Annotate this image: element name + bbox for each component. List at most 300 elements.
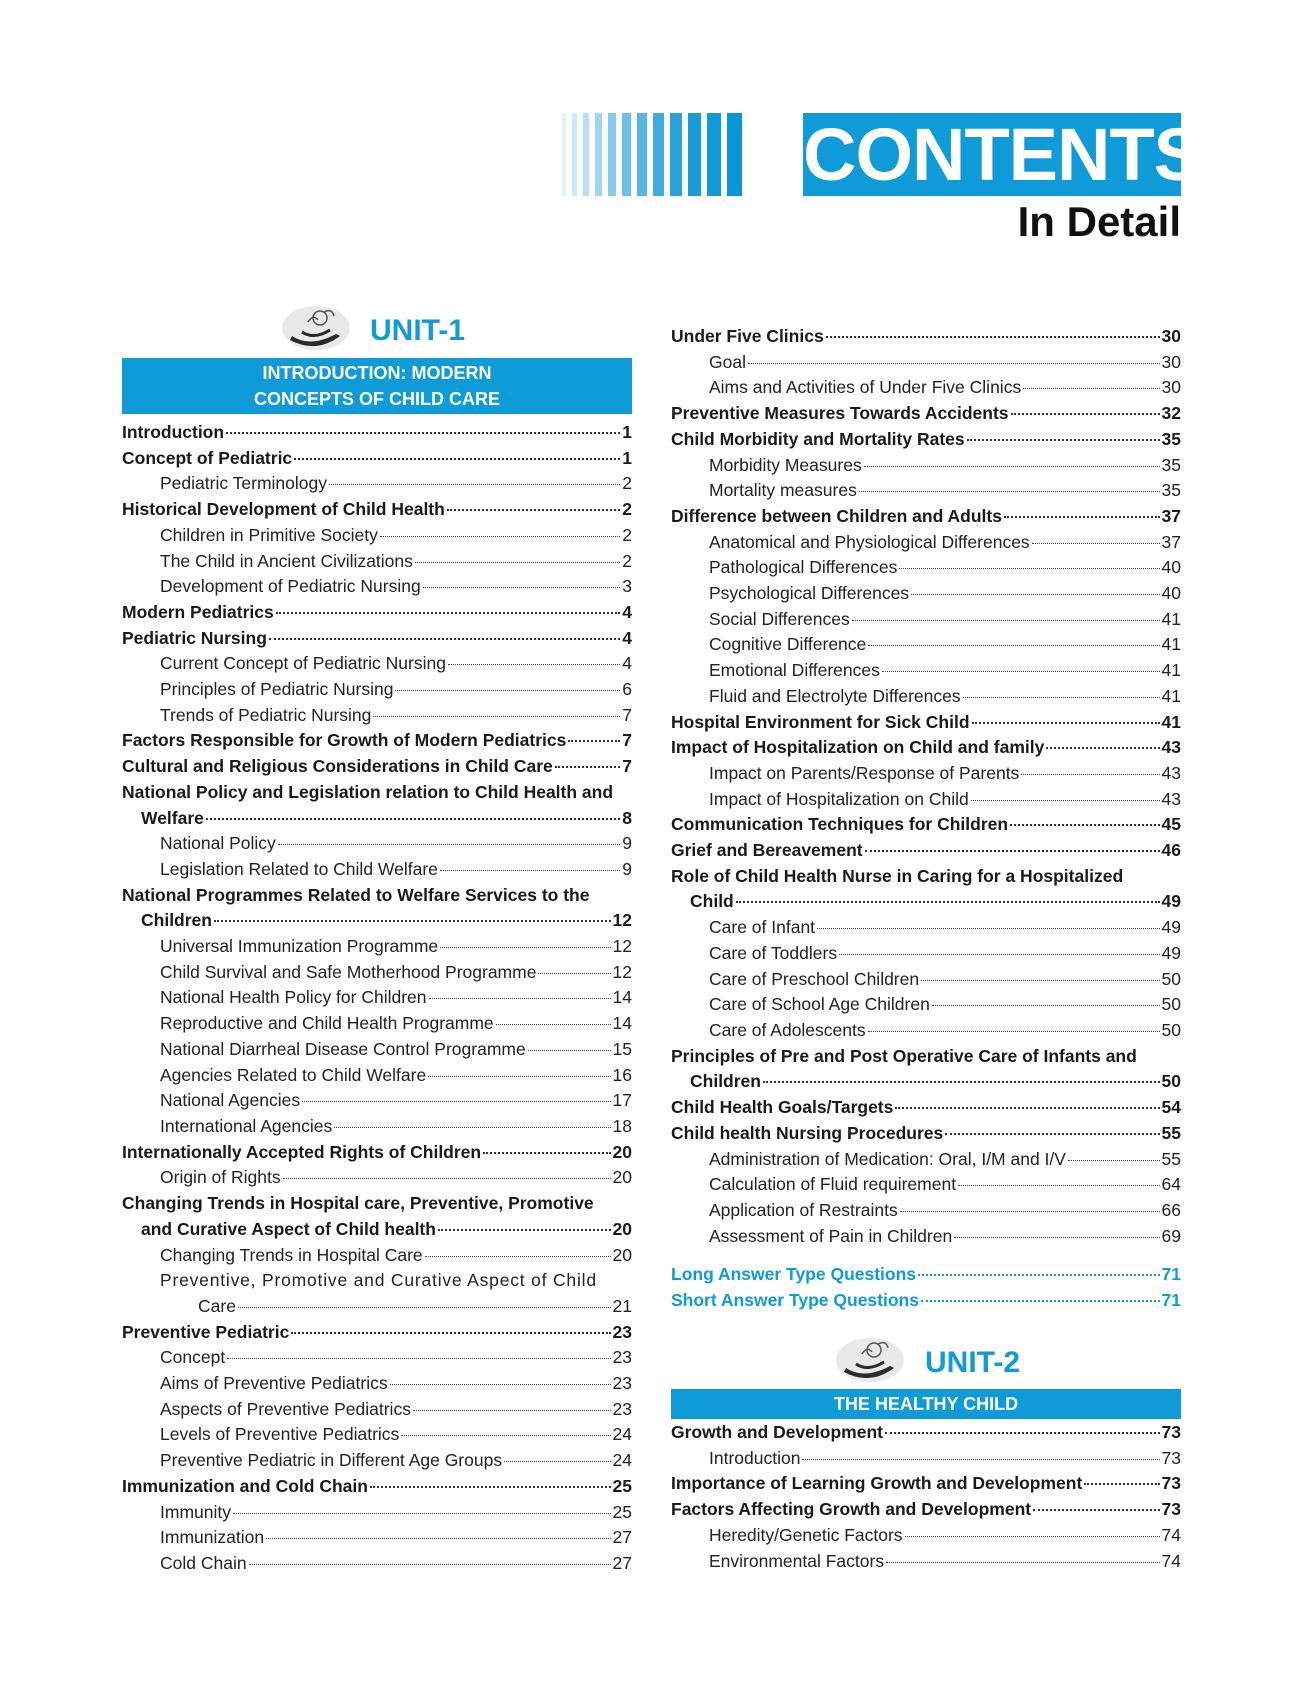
toc-page-number: 2 — [622, 524, 632, 545]
toc-entry-title: Child Health Goals/Targets — [671, 1097, 894, 1118]
toc-entry-row — [160, 1011, 632, 1037]
toc-dot-leader — [206, 818, 620, 820]
toc-entry[interactable] — [671, 1262, 1181, 1288]
toc-dot-leader — [885, 1432, 1160, 1434]
toc-dot-leader — [899, 568, 1159, 569]
toc-entry-row — [160, 703, 632, 729]
unit-2-banner-line1: THE HEALTHY CHILD — [833, 1394, 1019, 1414]
toc-dot-leader — [958, 1185, 1159, 1186]
toc-entry[interactable] — [122, 523, 632, 549]
toc-entry-row — [709, 992, 1181, 1018]
toc-entry[interactable] — [122, 1037, 632, 1063]
toc-entry-title: Impact on Parents/Response of Parents — [709, 762, 1020, 783]
toc-entry-title: Child Morbidity and Mortality Rates — [671, 428, 965, 449]
toc-entry[interactable] — [122, 985, 632, 1011]
toc-entry-title: Immunity — [160, 1501, 231, 1522]
toc-dot-leader — [249, 1564, 611, 1565]
toc-entry-title: Cold Chain — [160, 1552, 247, 1573]
toc-dot-leader — [496, 1024, 611, 1025]
toc-page-number: 41 — [1161, 685, 1181, 706]
toc-entry[interactable] — [671, 735, 1181, 761]
toc-entry-row — [122, 1320, 632, 1346]
toc-entry[interactable] — [671, 1121, 1181, 1147]
toc-dot-leader — [214, 920, 611, 922]
toc-entry[interactable] — [671, 684, 1181, 710]
toc-dot-leader — [802, 1459, 1159, 1460]
toc-entry[interactable] — [122, 831, 632, 857]
toc-entry[interactable] — [671, 992, 1181, 1018]
toc-page-number: 30 — [1161, 377, 1181, 398]
toc-entry[interactable] — [122, 1243, 632, 1269]
toc-page-number: 71 — [1161, 1264, 1181, 1284]
toc-entry-row — [671, 504, 1181, 530]
toc-entry-title: Environmental Factors — [709, 1550, 885, 1571]
toc-entry[interactable] — [122, 574, 632, 600]
toc-entry[interactable] — [671, 350, 1181, 376]
toc-page-number: 2 — [622, 550, 632, 571]
toc-entry[interactable] — [671, 915, 1181, 941]
toc-entry[interactable] — [671, 1497, 1181, 1523]
toc-entry[interactable] — [122, 1114, 632, 1140]
toc-entry[interactable] — [671, 1018, 1181, 1044]
toc-dot-leader — [401, 1435, 610, 1436]
toc-page-number: 64 — [1161, 1174, 1181, 1195]
toc-entry[interactable] — [122, 934, 632, 960]
toc-dot-leader — [905, 1536, 1160, 1537]
toc-entry-row — [709, 967, 1181, 993]
toc-dot-leader — [448, 664, 620, 665]
toc-entry-title: Immunization and Cold Chain — [122, 1475, 368, 1496]
toc-entry-row — [690, 1069, 1181, 1095]
hands-baby-icon — [834, 1334, 906, 1384]
toc-entry[interactable] — [671, 607, 1181, 633]
toc-entry[interactable] — [122, 703, 632, 729]
toc-dot-leader — [425, 1256, 611, 1257]
toc-page-number: 41 — [1161, 634, 1181, 655]
toc-entry[interactable] — [122, 471, 632, 497]
toc-page-number: 21 — [612, 1295, 632, 1316]
header-stripe — [562, 113, 566, 196]
toc-dot-leader — [864, 466, 1160, 467]
toc-entry-row — [709, 1147, 1181, 1173]
toc-dot-leader — [839, 954, 1159, 955]
toc-entry[interactable] — [122, 1063, 632, 1089]
toc-entry-row — [160, 1165, 632, 1191]
toc-entry-row — [160, 857, 632, 883]
toc-page-number: 55 — [1161, 1148, 1181, 1169]
toc-dot-leader — [1010, 824, 1159, 826]
toc-entry-row — [671, 401, 1181, 427]
toc-entry[interactable] — [671, 1471, 1181, 1497]
toc-entry[interactable] — [671, 375, 1181, 401]
toc-entry-row — [671, 324, 1181, 350]
toc-dot-leader — [447, 509, 620, 511]
toc-entry-row — [160, 471, 632, 497]
toc-entry[interactable] — [122, 677, 632, 703]
toc-entry-row — [671, 838, 1181, 864]
toc-page-number: 49 — [1161, 942, 1181, 963]
toc-entry[interactable] — [122, 780, 632, 831]
toc-entry-title: Agencies Related to Child Welfare — [160, 1064, 427, 1085]
toc-entry[interactable] — [122, 1011, 632, 1037]
toc-entry-row — [160, 960, 632, 986]
toc-dot-leader — [921, 980, 1159, 981]
toc-entry[interactable] — [122, 960, 632, 986]
toc-entry[interactable] — [671, 1095, 1181, 1121]
toc-dot-leader — [1046, 747, 1159, 749]
toc-entry-title: Origin of Rights — [160, 1167, 281, 1188]
toc-page-number: 2 — [622, 499, 632, 520]
toc-entry-row — [160, 677, 632, 703]
toc-page-number: 24 — [612, 1450, 632, 1471]
toc-entry-row — [122, 420, 632, 446]
toc-entry[interactable] — [671, 1044, 1181, 1095]
toc-entry[interactable] — [671, 1446, 1181, 1472]
toc-entry-row — [709, 1549, 1181, 1575]
toc-page-number: 24 — [612, 1424, 632, 1445]
toc-entry[interactable] — [122, 1345, 632, 1371]
toc-entry[interactable] — [671, 1172, 1181, 1198]
toc-entry[interactable] — [122, 1448, 632, 1474]
toc-page-number: 50 — [1161, 1019, 1181, 1040]
toc-page-number: 50 — [1161, 1071, 1181, 1092]
toc-entry[interactable] — [671, 1523, 1181, 1549]
toc-page-number: 23 — [612, 1347, 632, 1368]
toc-page-number: 27 — [612, 1552, 632, 1573]
toc-page-number: 50 — [1161, 994, 1181, 1015]
toc-entry-row — [160, 1114, 632, 1140]
toc-entry[interactable] — [122, 1551, 632, 1577]
toc-entry-row — [198, 1294, 632, 1320]
toc-entry-row — [671, 710, 1181, 736]
toc-entry-title: and Curative Aspect of Child health — [141, 1218, 436, 1239]
toc-page-number: 12 — [612, 936, 632, 957]
toc-entry[interactable] — [122, 728, 632, 754]
toc-entry-continuation — [122, 1217, 632, 1243]
toc-entry-row — [141, 908, 632, 934]
toc-dot-leader — [736, 901, 1160, 903]
toc-page-number: 7 — [622, 730, 632, 751]
toc-entry-title: Reproductive and Child Health Programme — [160, 1013, 494, 1034]
toc-page-number: 45 — [1161, 814, 1181, 835]
toc-entry-row — [709, 1018, 1181, 1044]
toc-page-number: 41 — [1161, 711, 1181, 732]
toc-entry-row — [160, 1422, 632, 1448]
toc-entry-title: Mortality measures — [709, 480, 857, 501]
toc-page-number: 49 — [1161, 917, 1181, 938]
toc-entry-title: Child health Nursing Procedures — [671, 1122, 944, 1143]
toc-page-number: 66 — [1161, 1199, 1181, 1220]
toc-entry-title: Factors Responsible for Growth of Modern Pediatrics — [122, 730, 567, 751]
toc-entry[interactable] — [671, 838, 1181, 864]
toc-entry[interactable] — [122, 1525, 632, 1551]
toc-entry-row — [160, 1345, 632, 1371]
toc-entry[interactable] — [122, 1500, 632, 1526]
toc-dot-leader — [886, 1562, 1159, 1563]
toc-entry[interactable] — [671, 632, 1181, 658]
toc-entry-row — [709, 632, 1181, 658]
toc-entry-row — [122, 728, 632, 754]
toc-entry-title: Preventive Measures Towards Accidents — [671, 403, 1009, 424]
header-stripe — [707, 113, 721, 196]
toc-page-number: 23 — [612, 1373, 632, 1394]
toc-entry[interactable] — [122, 549, 632, 575]
toc-entry-title: National Policy — [160, 833, 276, 854]
toc-entry-row — [671, 1288, 1181, 1314]
toc-entry-title: Cultural and Religious Considerations in Child Care — [122, 756, 553, 777]
toc-entry[interactable] — [671, 812, 1181, 838]
toc-entry-row — [122, 1474, 632, 1500]
toc-entry[interactable] — [122, 857, 632, 883]
toc-page-number: 20 — [612, 1167, 632, 1188]
toc-entry[interactable] — [671, 1198, 1181, 1224]
toc-entry-row — [709, 1224, 1181, 1250]
toc-dot-leader — [238, 1307, 611, 1308]
toc-entry-row — [160, 831, 632, 857]
toc-dot-leader — [971, 800, 1160, 801]
toc-entry-title: Heredity/Genetic Factors — [709, 1524, 903, 1545]
toc-entry-title: Aims and Activities of Under Five Clinics — [709, 377, 1022, 398]
toc-page-number: 1 — [622, 447, 632, 468]
toc-entry[interactable] — [671, 967, 1181, 993]
unit-2-banner — [671, 1389, 1181, 1419]
toc-page-number: 55 — [1161, 1122, 1181, 1143]
toc-dot-leader — [865, 850, 1160, 852]
hands-baby-icon — [280, 302, 352, 352]
toc-entry-title: Communication Techniques for Children — [671, 814, 1009, 835]
toc-entry-title: Current Concept of Pediatric Nursing — [160, 653, 446, 674]
toc-entry[interactable] — [671, 427, 1181, 453]
toc-entry-title: Care of Preschool Children — [709, 968, 920, 989]
toc-page-number: 49 — [1161, 891, 1181, 912]
toc-page-number: 73 — [1161, 1447, 1181, 1468]
toc-entry[interactable] — [671, 401, 1181, 427]
toc-entry[interactable] — [122, 754, 632, 780]
toc-entry[interactable] — [671, 761, 1181, 787]
toc-page-number: 35 — [1161, 428, 1181, 449]
toc-entry[interactable] — [122, 651, 632, 677]
toc-entry[interactable] — [122, 446, 632, 472]
toc-dot-leader — [555, 766, 621, 768]
toc-entry-title: Aims of Preventive Pediatrics — [160, 1373, 388, 1394]
toc-page-number: 16 — [612, 1064, 632, 1085]
toc-entry[interactable] — [671, 504, 1181, 530]
toc-entry-title: Children — [141, 910, 212, 931]
toc-entry-title: Care of Adolescents — [709, 1019, 866, 1040]
toc-dot-leader — [291, 1332, 610, 1334]
toc-dot-leader — [428, 1076, 610, 1077]
toc-entry[interactable] — [671, 658, 1181, 684]
toc-dot-leader — [859, 491, 1160, 492]
toc-entry-title: Care of School Age Children — [709, 994, 930, 1015]
toc-entry[interactable] — [671, 1224, 1181, 1250]
toc-page-number: 41 — [1161, 608, 1181, 629]
toc-page-number: 23 — [612, 1398, 632, 1419]
toc-entry-title: Internationally Accepted Rights of Children — [122, 1141, 482, 1162]
toc-entry[interactable] — [671, 1288, 1181, 1314]
toc-page-number: 25 — [612, 1501, 632, 1522]
toc-page-number: 54 — [1161, 1097, 1181, 1118]
toc-dot-leader — [283, 1178, 611, 1179]
toc-dot-leader — [278, 844, 621, 845]
toc-page-number: 23 — [612, 1321, 632, 1342]
toc-dot-leader — [1023, 388, 1159, 389]
toc-entry-continuation — [671, 1069, 1181, 1095]
toc-entry-row — [160, 934, 632, 960]
toc-entry-continuation — [671, 889, 1181, 915]
toc-entry[interactable] — [122, 626, 632, 652]
toc-entry-row — [160, 1088, 632, 1114]
toc-entry-row — [709, 555, 1181, 581]
toc-dot-leader — [233, 1513, 611, 1514]
toc-page-number: 27 — [612, 1527, 632, 1548]
toc-page-number: 9 — [622, 833, 632, 854]
toc-entry[interactable] — [122, 1474, 632, 1500]
toc-entry-row — [122, 626, 632, 652]
toc-dot-leader — [882, 671, 1160, 672]
toc-entry-title: Concept of Pediatric — [122, 447, 293, 468]
toc-entry[interactable] — [122, 1088, 632, 1114]
toc-entry-row — [709, 530, 1181, 556]
toc-dot-leader — [483, 1152, 610, 1154]
toc-page-number: 17 — [612, 1090, 632, 1111]
toc-entry[interactable] — [122, 1320, 632, 1346]
unit-1-label: UNIT-1 — [370, 314, 466, 347]
toc-page-number: 43 — [1161, 737, 1181, 758]
toc-entry-row — [709, 607, 1181, 633]
toc-page-number: 4 — [622, 601, 632, 622]
toc-entry-row — [671, 735, 1181, 761]
toc-entry[interactable] — [671, 710, 1181, 736]
toc-dot-leader — [504, 1461, 610, 1462]
toc-dot-leader — [748, 363, 1160, 364]
header-stripe — [653, 113, 664, 196]
toc-page-number: 40 — [1161, 557, 1181, 578]
toc-entry-title: Universal Immunization Programme — [160, 936, 439, 957]
toc-entry-title: Pediatric Terminology — [160, 473, 327, 494]
toc-page-number: 40 — [1161, 583, 1181, 604]
toc-entry-title: Importance of Learning Growth and Development — [671, 1473, 1083, 1494]
toc-entry-title: Welfare — [141, 807, 204, 828]
toc-entry-title: National Policy and Legislation relation to Child Health and — [122, 781, 614, 802]
toc-entry[interactable] — [122, 1371, 632, 1397]
toc-dot-leader — [227, 1358, 610, 1359]
toc-dot-leader — [269, 638, 620, 640]
toc-page-number: 12 — [612, 961, 632, 982]
toc-page-number: 30 — [1161, 326, 1181, 346]
unit-1-header — [122, 302, 632, 414]
toc-page-number: 74 — [1161, 1550, 1181, 1571]
toc-page-number: 43 — [1161, 788, 1181, 809]
toc-entry-title: Care of Toddlers — [709, 942, 838, 963]
toc-entry[interactable] — [122, 420, 632, 446]
toc-dot-leader — [826, 336, 1160, 338]
toc-entry-title: Hospital Environment for Sick Child — [671, 711, 970, 732]
toc-page-number: 73 — [1161, 1499, 1181, 1520]
toc-entry[interactable] — [122, 1140, 632, 1166]
toc-entry[interactable] — [671, 787, 1181, 813]
toc-page-number: 35 — [1161, 480, 1181, 501]
header-stripe — [688, 113, 701, 196]
toc-entry-row — [141, 806, 632, 832]
toc-dot-leader — [817, 928, 1159, 929]
toc-dot-leader — [423, 587, 621, 588]
header-stripe — [572, 113, 577, 196]
contents-subtitle: In Detail — [1017, 198, 1181, 245]
toc-entry[interactable] — [671, 555, 1181, 581]
toc-dot-leader — [763, 1081, 1160, 1083]
toc-entry[interactable] — [671, 1420, 1181, 1446]
toc-entry[interactable] — [122, 1191, 632, 1242]
toc-entry-row — [160, 1551, 632, 1577]
toc-entry[interactable] — [671, 1549, 1181, 1575]
toc-entry-title: Changing Trends in Hospital Care — [160, 1244, 423, 1265]
toc-dot-leader — [945, 1133, 1159, 1135]
toc-page-number: 14 — [612, 1013, 632, 1034]
toc-dot-leader — [438, 1229, 611, 1231]
toc-entry[interactable] — [122, 883, 632, 934]
toc-entry-title: Trends of Pediatric Nursing — [160, 704, 372, 725]
toc-entry[interactable] — [122, 497, 632, 523]
toc-page-number: 14 — [612, 987, 632, 1008]
toc-entry-row — [160, 1448, 632, 1474]
toc-page-number: 41 — [1161, 660, 1181, 681]
toc-page-number: 69 — [1161, 1225, 1181, 1246]
toc-entry[interactable] — [122, 1165, 632, 1191]
toc-page-number: 4 — [622, 627, 632, 648]
toc-entry[interactable] — [671, 324, 1181, 350]
header-stripe — [583, 113, 589, 196]
toc-entry-row — [709, 478, 1181, 504]
toc-entry[interactable] — [671, 453, 1181, 479]
toc-entry-row — [671, 427, 1181, 453]
toc-entry-title: Care of Infant — [709, 917, 816, 938]
toc-dot-leader — [868, 645, 1159, 646]
toc-entry-title: Pediatric Nursing — [122, 627, 267, 648]
toc-entry[interactable] — [122, 600, 632, 626]
toc-entry-title: Aspects of Preventive Pediatrics — [160, 1398, 411, 1419]
toc-entry[interactable] — [671, 1147, 1181, 1173]
toc-page-number: 20 — [612, 1218, 632, 1239]
unit-2-label: UNIT-2 — [925, 1346, 1021, 1379]
toc-entry-title: International Agencies — [160, 1115, 333, 1136]
toc-entry[interactable] — [122, 1397, 632, 1423]
toc-dot-leader — [568, 740, 620, 742]
toc-entry-row — [671, 1420, 1181, 1446]
toc-entry[interactable] — [671, 530, 1181, 556]
toc-entry-row — [671, 1471, 1181, 1497]
toc-dot-leader — [380, 536, 620, 537]
toc-entry-title: National Programmes Related to Welfare Services to the — [122, 884, 590, 905]
toc-entry[interactable] — [671, 581, 1181, 607]
toc-entry[interactable] — [671, 864, 1181, 915]
toc-entry-title: Emotional Differences — [709, 660, 880, 681]
toc-entry[interactable] — [671, 941, 1181, 967]
toc-entry[interactable] — [122, 1422, 632, 1448]
toc-entry-title: Under Five Clinics — [671, 326, 824, 346]
toc-entry-row — [709, 1446, 1181, 1472]
toc-entry-title: Child Survival and Safe Motherhood Programme — [160, 961, 537, 982]
toc-entry-row — [709, 581, 1181, 607]
toc-entry-row — [141, 1217, 632, 1243]
toc-entry-row — [690, 889, 1181, 915]
toc-entry-row — [709, 375, 1181, 401]
toc-dot-leader — [440, 870, 620, 871]
toc-entry[interactable] — [671, 478, 1181, 504]
toc-entry-title: Long Answer Type Questions — [671, 1264, 917, 1284]
toc-page-number: 50 — [1161, 968, 1181, 989]
toc-entry[interactable] — [122, 1268, 632, 1319]
